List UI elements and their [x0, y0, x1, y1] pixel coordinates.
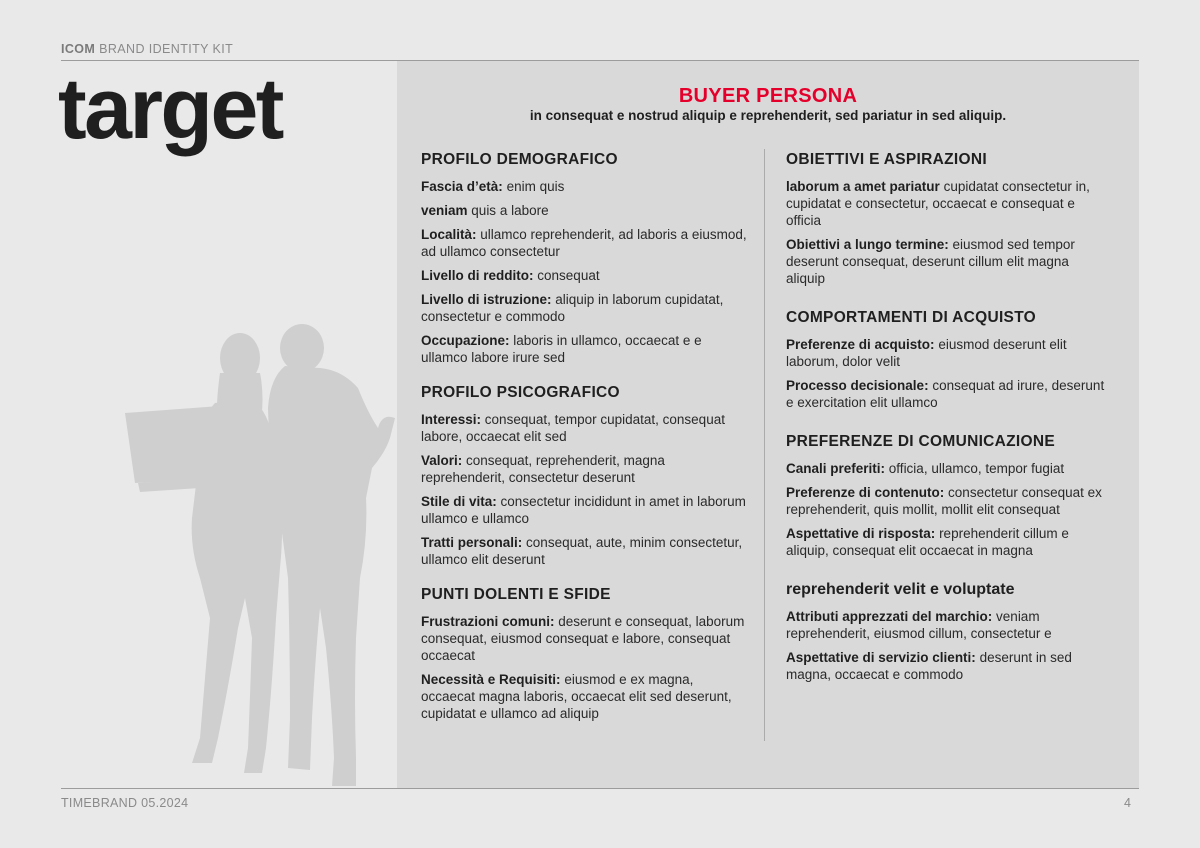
column-divider	[764, 149, 765, 741]
info-item	[421, 613, 751, 664]
header-kit-label	[61, 42, 233, 56]
info-item	[786, 377, 1111, 411]
item-label: Canali preferiti:	[786, 461, 886, 476]
item-label: Frustrazioni comuni:	[421, 614, 555, 629]
item-label: Aspettative di risposta:	[786, 526, 936, 541]
item-label: Attributi apprezzati del marchio:	[786, 609, 993, 624]
section-profilo-psicografico	[421, 384, 751, 568]
item-value: ullamco reprehenderit, ad laboris a eiusmod, ad ullamco consectetur	[421, 227, 747, 259]
info-item	[786, 178, 1111, 229]
item-label: Livello di istruzione:	[421, 292, 552, 307]
item-label: Valori:	[421, 453, 463, 468]
item-value: laboris in ullamco, occaecat e e ullamco labore irure sed	[421, 333, 702, 365]
item-value: enim quis	[506, 179, 565, 194]
item-label: Obiettivi a lungo termine:	[786, 237, 949, 252]
info-item	[421, 452, 751, 486]
left-column	[421, 151, 751, 740]
item-label: Interessi:	[421, 412, 482, 427]
item-label: Processo decisionale:	[786, 378, 929, 393]
section-comunicazione	[786, 433, 1111, 559]
item-label: Occupazione:	[421, 333, 510, 348]
section-obiettivi	[786, 151, 1111, 287]
info-item	[786, 484, 1111, 518]
info-item	[786, 525, 1111, 559]
info-item	[421, 226, 751, 260]
item-label: Aspettative di servizio clienti:	[786, 650, 976, 665]
info-item	[421, 534, 751, 568]
item-label: Tratti personali:	[421, 535, 523, 550]
item-label: Livello di reddito:	[421, 268, 534, 283]
item-value: consequat	[537, 268, 600, 283]
buyer-persona-panel	[397, 61, 1139, 788]
header-brand: ICOM	[61, 42, 96, 56]
item-value: deserunt in sed magna, occaecat e commodo	[786, 650, 1072, 682]
item-value: consequat, aute, minim consectetur, ullamco elit deserunt	[421, 535, 743, 567]
item-value: consectetur consequat ex reprehenderit, quis mollit, mollit elit consequat	[786, 485, 1102, 517]
item-label: Località:	[421, 227, 477, 242]
item-label: Fascia d’età:	[421, 179, 503, 194]
header-kit-text: BRAND IDENTITY KIT	[99, 42, 234, 56]
item-label: Preferenze di acquisto:	[786, 337, 935, 352]
item-value: quis a labore	[471, 203, 549, 218]
panel-title: BUYER PERSONA	[678, 85, 858, 107]
section-title: PROFILO DEMOGRAFICO	[421, 151, 618, 168]
info-item	[421, 493, 751, 527]
info-item	[421, 202, 751, 219]
item-value: deserunt e consequat, laborum consequat, eiusmod consequat e labore, consequat occaecat	[421, 614, 745, 663]
item-value: officia, ullamco, tempor fugiat	[888, 461, 1065, 476]
item-value: cupidatat consectetur in, cupidatat e consectetur, occaecat e consequat e officia	[786, 179, 1090, 228]
item-value: veniam reprehenderit, eiusmod cillum, consectetur e	[786, 609, 1052, 641]
section-comportamenti	[786, 309, 1111, 411]
item-label: Preferenze di contenuto:	[786, 485, 945, 500]
item-value: eiusmod deserunt elit laborum, dolor velit	[786, 337, 1067, 369]
page-title: target	[58, 61, 282, 157]
item-value: consequat ad irure, deserunt e exercitation elit ullamco	[786, 378, 1105, 410]
item-label: laborum a amet pariatur	[786, 179, 940, 194]
item-label: Stile di vita:	[421, 494, 497, 509]
panel-subtitle: in consequat e nostrud aliquip e reprehenderit, sed pariatur in sed aliquip.	[529, 108, 1007, 123]
section-title: reprehenderit velit e voluptate	[786, 581, 1015, 598]
section-brand-values	[786, 581, 1111, 683]
info-item	[786, 649, 1111, 683]
info-item	[421, 411, 751, 445]
section-punti-dolenti	[421, 586, 751, 722]
footer-brand-date: TIMEBRAND 05.2024	[61, 796, 189, 810]
bottom-rule	[61, 788, 1139, 789]
info-item	[786, 236, 1111, 287]
item-value: consequat, reprehenderit, magna reprehenderit, consectetur deserunt	[421, 453, 665, 485]
section-title: COMPORTAMENTI DI ACQUISTO	[786, 309, 1037, 326]
people-silhouette-illustration	[120, 318, 400, 788]
item-value: eiusmod e ex magna, occaecat magna laboris, occaecat elit sed deserunt, cupidatat e ullamco ad aliquip	[421, 672, 732, 721]
info-item	[421, 291, 751, 325]
item-value: consectetur incididunt in amet in laborum ullamco e ullamco	[421, 494, 746, 526]
item-value: eiusmod sed tempor deserunt consequat, deserunt cillum elit magna aliquip	[786, 237, 1075, 286]
section-title: PROFILO PSICOGRAFICO	[421, 384, 620, 401]
right-column	[786, 151, 1111, 701]
info-item	[421, 267, 751, 284]
item-label: Necessità e Requisiti:	[421, 672, 561, 687]
item-value: aliquip in laborum cupidatat, consectetur e commodo	[421, 292, 724, 324]
info-item	[786, 608, 1111, 642]
info-item	[786, 460, 1111, 477]
section-title: PREFERENZE DI COMUNICAZIONE	[786, 433, 1056, 450]
section-profilo-demografico	[421, 151, 751, 366]
section-title: PUNTI DOLENTI E SFIDE	[421, 586, 611, 603]
info-item	[421, 332, 751, 366]
section-title: OBIETTIVI E ASPIRAZIONI	[786, 151, 987, 168]
info-item	[421, 671, 751, 722]
item-label: veniam	[421, 203, 468, 218]
info-item	[786, 336, 1111, 370]
item-value: consequat, tempor cupidatat, consequat labore, occaecat elit sed	[421, 412, 725, 444]
item-value: reprehenderit cillum e aliquip, consequat elit occaecat in magna	[786, 526, 1069, 558]
page-number: 4	[1124, 796, 1131, 810]
info-item	[421, 178, 751, 195]
